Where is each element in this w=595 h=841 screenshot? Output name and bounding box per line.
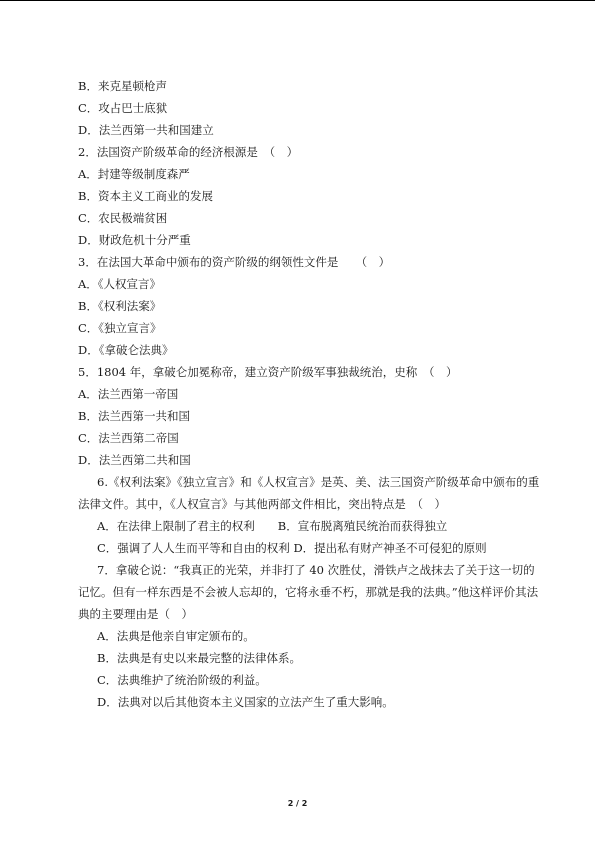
- question-stem: 3．在法国大革命中颁布的资产阶级的纲领性文件是 （ ）: [78, 255, 391, 269]
- question-stem: 2．法国资产阶级革命的经济根源是 （ ）: [78, 145, 299, 159]
- option-line: D．法兰西第二共和国: [78, 453, 191, 467]
- option-line: D．《拿破仑法典》: [78, 343, 174, 357]
- option-line: D．法兰西第一共和国建立: [78, 123, 214, 137]
- option-line: A．《人权宣言》: [78, 277, 162, 291]
- question-stem: 7．拿破仑说：“我真正的光荣，并非打了 40 次胜仗，滑铁卢之战抹去了关于这一切的: [97, 563, 535, 577]
- option-line: A．法典是他亲自审定颁布的。: [97, 629, 255, 643]
- option-line: B．《权利法案》: [78, 299, 162, 313]
- question-stem: 5．1804 年，拿破仑加冕称帝，建立资产阶级军事独裁统治，史称 （ ）: [78, 365, 458, 379]
- question-stem-continued: 法律文件。其中，《人权宣言》与其他两部文件相比，突出特点是 （ ）: [78, 497, 446, 511]
- page-number: 2 / 2: [287, 799, 308, 808]
- option-line: A．封建等级制度森严: [78, 167, 190, 181]
- option-line: C．《独立宣言》: [78, 321, 162, 335]
- option-line: D．法典对以后其他资本主义国家的立法产生了重大影响。: [97, 695, 394, 709]
- question-stem-continued: 记忆。但有一样东西是不会被人忘却的，它将永垂不朽，那就是我的法典。”他这样评价其法: [78, 585, 539, 599]
- option-line: C．法兰西第二帝国: [78, 431, 179, 445]
- top-rule: [0, 0, 595, 1]
- option-line: B．法典是有史以来最完整的法律体系。: [97, 651, 301, 665]
- question-stem-continued: 典的主要理由是（ ）: [78, 607, 193, 621]
- option-line: C．强调了人人生而平等和自由的权利 D．提出私有财产神圣不可侵犯的原则: [97, 541, 487, 555]
- option-line: C．攻占巴士底狱: [78, 101, 168, 115]
- option-line: C．法典维护了统治阶级的利益。: [97, 673, 267, 687]
- option-line: D．财政危机十分严重: [78, 233, 191, 247]
- option-line: A．法兰西第一帝国: [78, 387, 179, 401]
- option-line: B．资本主义工商业的发展: [78, 189, 213, 203]
- option-line: B．法兰西第一共和国: [78, 409, 190, 423]
- option-line: B．来克星顿枪声: [78, 79, 167, 93]
- option-line: A．在法律上限制了君主的权利 B．宣布脱离殖民统治而获得独立: [97, 519, 448, 533]
- question-stem: 6.《权利法案》《独立宣言》和《人权宣言》是英、美、法三国资产阶级革命中颁布的重: [97, 475, 540, 489]
- option-line: C．农民极端贫困: [78, 211, 168, 225]
